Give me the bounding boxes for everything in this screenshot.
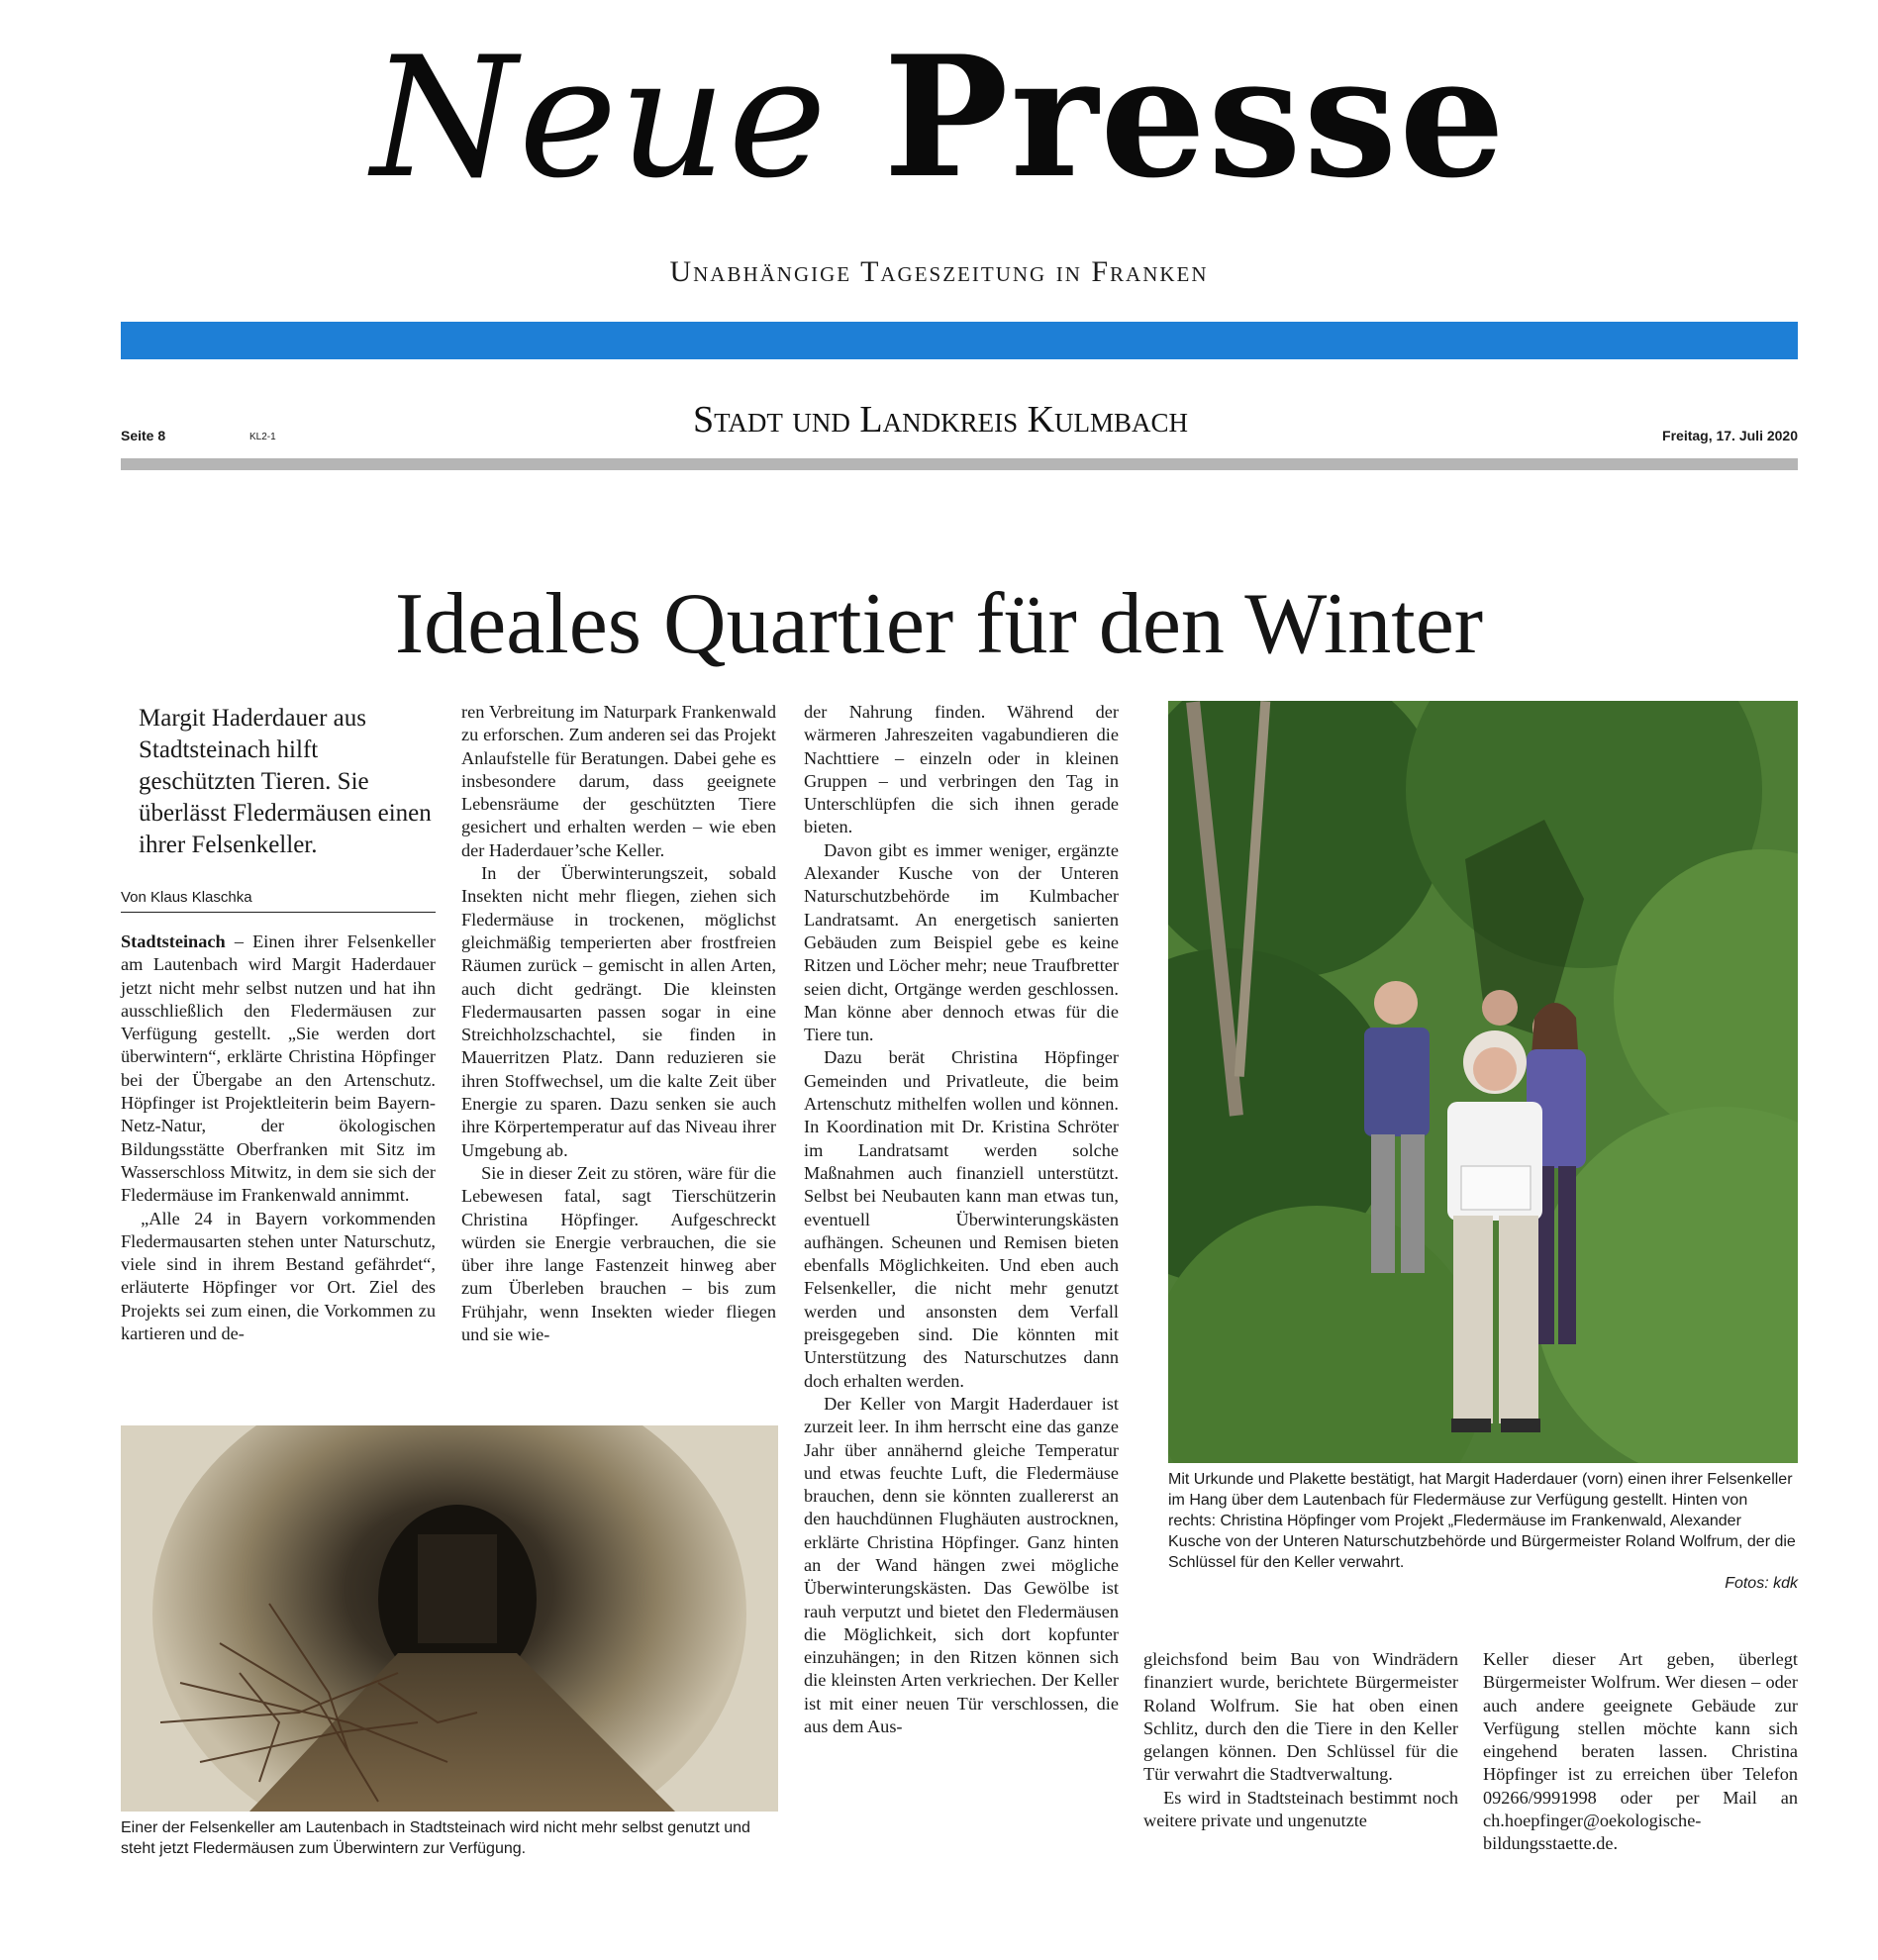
paragraph: Dazu berät Christina Höpfinger Gemeinden und Privatleute, die beim Artenschutz mithelfen wollen und können. In Koordination mit Dr. Kristina Schröter im Landratsamt werden solche Maßnahmen auch finanziell unterstützt. Selbst bei Neubauten kann man etwas tun, eventuell Überwinterungskästen aufhängen. Scheunen und Remisen bieten ebenfalls Möglichkeiten. Und eben auch Felsenkeller, die nicht mehr genutzt werden und ansonsten dem Verfall preisgegeben sind. Die könnten mit Unterstützung des Naturschutzes dann doch erhalten werden.	[804, 1047, 1119, 1391]
group-photo	[1168, 701, 1798, 1463]
photo-credit: Fotos: kdk	[1725, 1575, 1798, 1592]
masthead-word-presse: Presse	[883, 19, 1508, 215]
header-rule	[121, 458, 1798, 470]
group-photo-caption: Mit Urkunde und Plakette bestätigt, hat Margit Haderdauer (vorn) einen ihrer Felsenkeller im Hang über dem Lautenbach für Fledermäuse zur Verfügung gestellt. Hinten von rechts: Christina Höpfinger vom Projekt „Fledermäuse im Frankenwald, Alexander Kusche von der Unteren Naturschutzbehörde und Bürgermeister Roland Wolfrum, der die Schlüssel für den Keller verwahrt. Fotos: kdk	[1168, 1471, 1798, 1592]
paragraph: Stadtsteinach – Einen ihrer Felsenkeller am Lautenbach wird Margit Haderdauer jetzt nicht mehr selbst nutzen und hat ihn ausschließlich den Fledermäusen zur Verfügung gestellt. „Sie werden dort überwintern“, erklärte Christina Höpfinger bei der Übergabe an den Artenschutz. Höpfinger ist Projektleiterin beim Bayern-Netz-Natur, der ökologischen Bildungsstätte Oberfranken mit Sitz im Wasserschloss Mitwitz, in dem sie sich der Fledermäuse im Frankenwald annimmt.	[121, 931, 436, 1206]
paragraph: der Nahrung finden. Während der wärmeren Jahreszeiten vagabundieren die Nachttiere – einzeln oder in kleinen Gruppen – und verbringen den Tag in Unterschlüpfen die sich ihnen gerade bieten.	[804, 702, 1119, 837]
article-column-4	[1143, 1648, 1458, 1832]
masthead-blue-bar	[121, 322, 1798, 359]
masthead-word-neue: Neue	[370, 21, 829, 215]
paragraph: ren Verbreitung im Naturpark Frankenwald zu erforschen. Zum anderen sei das Projekt Anlaufstelle für Beratungen. Dabei gehe es insbesondere darum, dass geeignete Lebensräume der geschützten Tiere gesichert und erhalten werden – wie eben der Haderdauer’sche Keller.	[461, 702, 776, 860]
byline: Von Klaus Klaschka	[121, 889, 436, 913]
article-column-1	[121, 931, 436, 1345]
masthead	[0, 18, 1878, 217]
article-column-5	[1483, 1648, 1798, 1856]
paragraph: Sie in dieser Zeit zu stören, wäre für die Lebewesen fatal, sagt Tierschützerin Christina Höpfinger. Aufgeschreckt würden sie Energie verbrauchen, die sie über ihre lange Fastenzeit hinweg aber zum Überleben brauchen – bis zum Frühjahr, wenn Insekten wieder fliegen und sie wie-	[461, 1162, 776, 1345]
cellar-photo-caption: Einer der Felsenkeller am Lautenbach in Stadtsteinach wird nicht mehr selbst genutzt und steht jetzt Fledermäusen zum Überwintern zur Verfügung.	[121, 1819, 750, 1857]
article-teaser: Margit Haderdauer aus Stadtsteinach hilft geschützten Tieren. Sie überlässt Fledermäusen einen ihrer Felsenkeller.	[139, 705, 432, 858]
group-photo-illustration	[1168, 701, 1798, 1463]
section-title: Stadt und Landkreis Kulmbach	[692, 399, 1189, 441]
issue-date: Freitag, 17. Juli 2020	[1662, 428, 1798, 443]
paragraph: Keller dieser Art geben, überlegt Bürgermeister Wolfrum. Wer diesen – oder auch andere geeignete Gebäude zur Verfügung stellen möchte kann sich eingehend beraten lassen. Christina Höpfinger ist zu erreichen über Telefon 09266/9991998 oder per Mail an ch.hoepfinger@oekologische-bildungsstaette.de.	[1483, 1649, 1798, 1854]
paragraph: gleichsfond beim Bau von Windrädern finanziert wurde, berichtete Bürgermeister Roland Wolfrum. Sie hat oben einen Schlitz, durch den die Tiere in den Keller gelangen können. Den Schlüssel für die Tür verwahrt die Stadtverwaltung.	[1143, 1649, 1458, 1785]
paragraph: In der Überwinterungszeit, sobald Insekten nicht mehr fliegen, ziehen sich Fledermäuse in trockenen, möglichst gleichmäßig temperierten aber frostfreien Räumen zurück – gemischt in allen Arten, auch dicht gedrängt. Die kleinsten Fledermausarten passen sogar in eine Streichholzschachtel, sie finden in Mauerritzen Platz. Dann reduzieren sie ihren Stoffwechsel, um die kalte Zeit über Energie zu sparen. Dazu senken sie auch ihre Körpertemperatur auf das Niveau ihrer Umgebung ab.	[461, 863, 776, 1160]
article-column-2	[461, 701, 776, 1346]
edition-code: KL2-1	[249, 432, 276, 442]
paragraph: Es wird in Stadtsteinach bestimmt noch weitere private und ungenutzte	[1143, 1787, 1458, 1831]
paragraph: Der Keller von Margit Haderdauer ist zurzeit leer. In ihm herrscht eine das ganze Jahr über annähernd gleiche Temperatur und etwas feuchte Luft, die Fledermäuse brauchen, denn sie könnten zuallererst an den hauchdünnen Flughäuten austrocknen, erklärte Christina Höpfinger. Ganz hinten an der Wand hängen zwei mögliche Überwinterungskästen. Das Gewölbe ist rauh verputzt und bietet den Fledermäusen die Möglichkeit, sich dort kopfunter einzuhängen; in den Ritzen können sich die kleinsten Arten verkriechen. Der Keller ist mit einer neuen Tür verschlossen, die aus dem Aus-	[804, 1393, 1119, 1737]
page-number: Seite 8	[121, 428, 166, 443]
article-headline: Ideales Quartier für den Winter	[394, 576, 1484, 672]
tagline: Unabhängige Tageszeitung in Franken	[669, 255, 1209, 288]
cellar-photo-illustration	[121, 1425, 778, 1812]
paragraph: „Alle 24 in Bayern vorkommenden Fledermausarten stehen unter Naturschutz, viele sind in ihrem Bestand gefährdet“, erläuterte Höpfinger vor Ort. Ziel des Projekts sei zum einen, die Vorkommen zu kartieren und de-	[121, 1208, 436, 1344]
dateline: Stadtsteinach	[121, 931, 226, 951]
cellar-photo	[121, 1425, 778, 1812]
article-column-3	[804, 701, 1119, 1738]
paragraph: Davon gibt es immer weniger, ergänzte Alexander Kusche von der Unteren Naturschutzbehörde im Kulmbacher Landratsamt. An energetisch sanierten Gebäuden zum Beispiel gebe es keine Ritzen und Löcher mehr; neue Traufbretter seien dicht, Ortgänge werden geschlossen. Man könne aber dennoch etwas für die Tiere tun.	[804, 839, 1119, 1045]
